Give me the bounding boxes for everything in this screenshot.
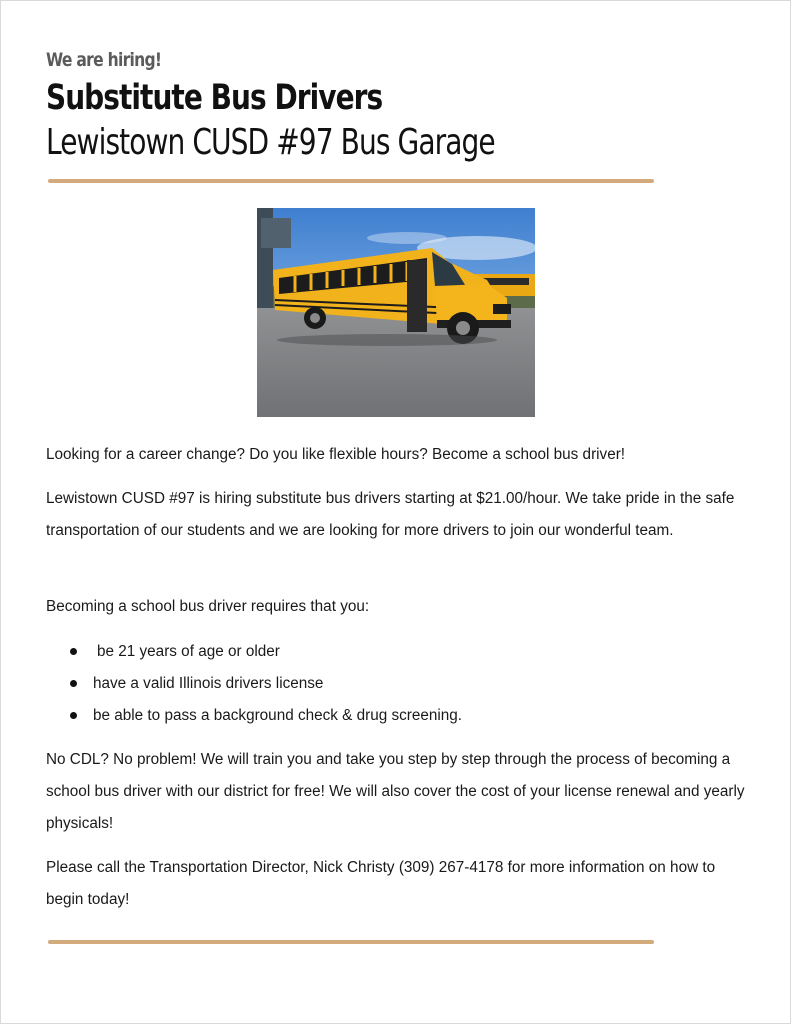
list-item xyxy=(46,668,462,700)
requirements-intro: Becoming a school bus driver requires that you: xyxy=(46,598,370,615)
bullet-icon xyxy=(70,648,77,655)
bullet-icon xyxy=(70,712,77,719)
list-item xyxy=(46,636,462,668)
training-paragraph: No CDL? No problem! We will train you and take you step by step through the process of becoming a school bus driver with our district for free! We will also cover the cost of your license renewal and yearly physicals! xyxy=(46,751,745,832)
page-title: Substitute Bus Drivers xyxy=(46,78,383,118)
requirement-text: be 21 years of age or older xyxy=(97,643,280,660)
top-divider xyxy=(48,179,654,183)
intro-paragraph: Looking for a career change? Do you like flexible hours? Become a school bus driver! xyxy=(46,446,626,463)
requirements-list xyxy=(46,636,462,732)
contact-paragraph: Please call the Transportation Director, Nick Christy (309) 267-4178 for more information on how to begin today! xyxy=(46,859,716,908)
requirement-text: be able to pass a background check & drug screening. xyxy=(93,707,463,724)
hiring-paragraph: Lewistown CUSD #97 is hiring substitute bus drivers starting at $21.00/hour. We take pride in the safe transportation of our students and we are looking for more drivers to join our wonderful team. xyxy=(46,490,735,539)
requirement-text: have a valid Illinois drivers license xyxy=(93,675,324,692)
hiring-kicker: We are hiring! xyxy=(46,49,162,71)
page-subtitle: Lewistown CUSD #97 Bus Garage xyxy=(46,122,495,163)
school-bus-photo xyxy=(257,208,535,417)
bottom-divider xyxy=(48,940,654,944)
list-item xyxy=(46,700,462,732)
bullet-icon xyxy=(70,680,77,687)
